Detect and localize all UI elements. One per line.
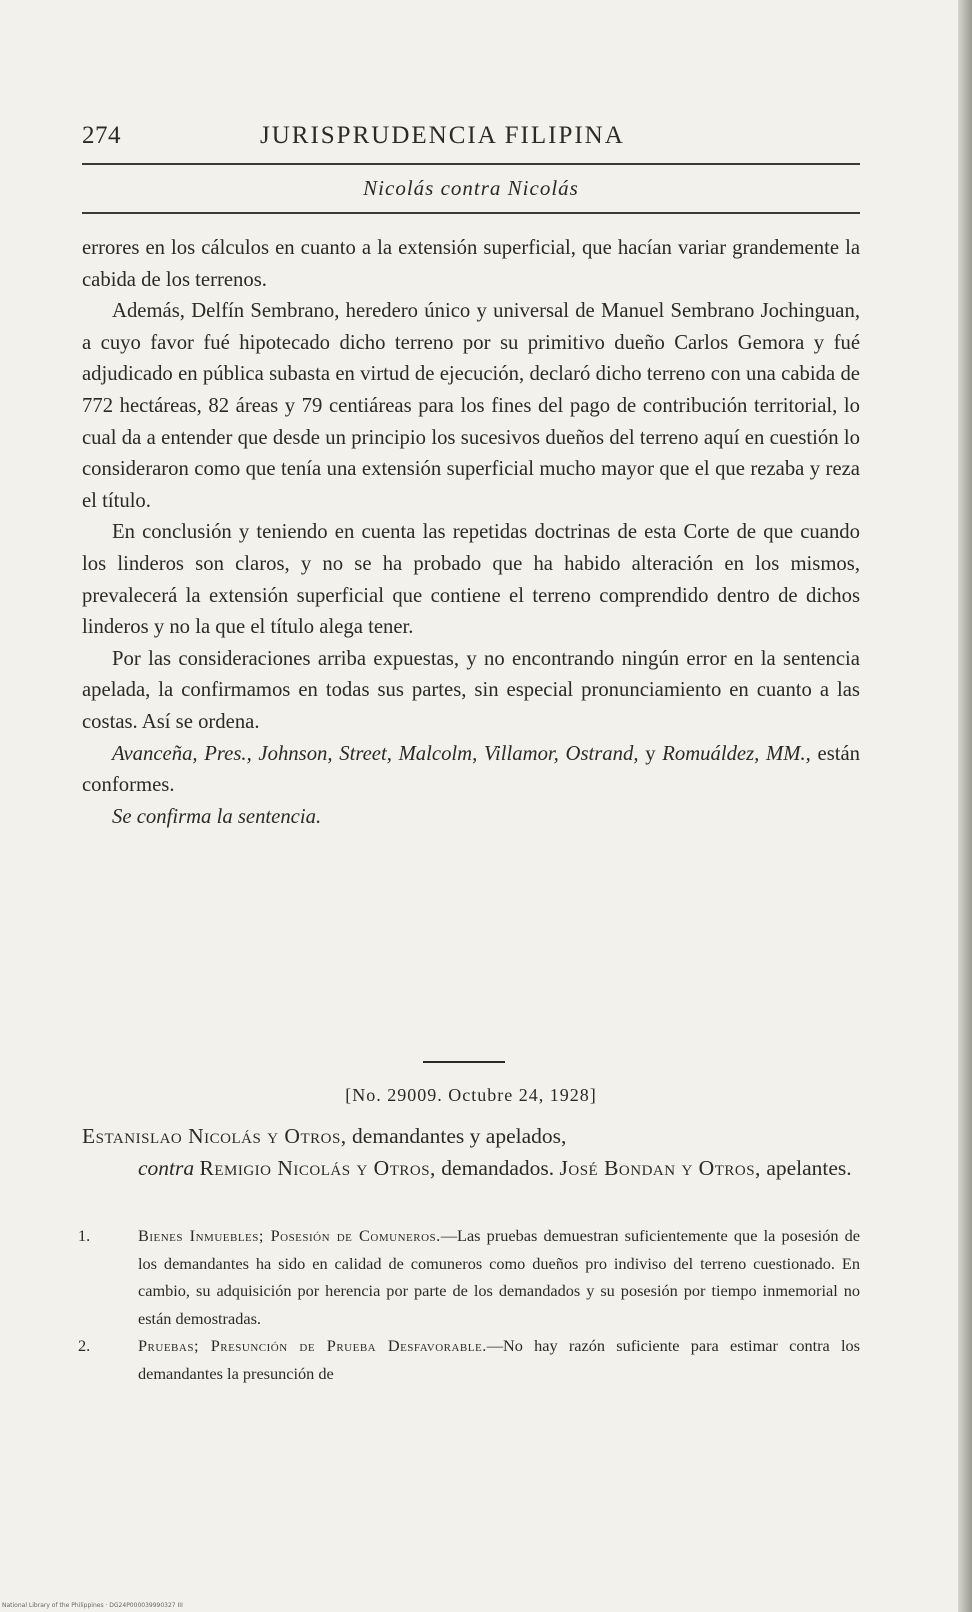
party-defendants: Remigio Nicolás y Otros,	[199, 1156, 436, 1180]
paragraph-4: Por las consideraciones arriba expuestas, y no encontrando ningún error en la sentencia apelada, la confirmamos en todas sus partes, sin especial pronunciamiento en cuanto a las costas. Así se ordena.	[82, 647, 860, 733]
headnote-1	[78, 1222, 860, 1332]
page-edge-shadow	[958, 0, 972, 1612]
headnote-topic: Pruebas; Presunción de Prueba Desfavorable.	[138, 1336, 487, 1355]
party-appellants: José Bondan y Otros,	[559, 1156, 761, 1180]
headnote-text: —No hay razón suficiente para estimar contra los demandantes la presunción de	[138, 1336, 860, 1383]
paragraph-concurrence	[82, 739, 860, 802]
page-number: 274	[82, 122, 121, 149]
section-divider	[423, 1061, 505, 1063]
page-header	[82, 122, 860, 158]
party-plaintiffs: Estanislao Nicolás y Otros,	[82, 1124, 347, 1148]
headnote-number: 1.	[78, 1226, 91, 1245]
paragraph-1: errores en los cálculos en cuanto a la extensión superficial, que hacían variar grandemente la cabida de los terrenos.	[82, 237, 860, 291]
justices-list: Avanceña, Pres., Johnson, Street, Malcolm, Villamor, Ostrand,	[112, 742, 639, 765]
subtitle-rule	[82, 212, 860, 214]
appellants-role: apelantes.	[766, 1156, 852, 1180]
parties-line	[82, 1120, 860, 1152]
case-subtitle: Nicolás contra Nicolás	[363, 176, 579, 200]
running-title: JURISPRUDENCIA FILIPINA	[260, 122, 625, 149]
headnote-topic: Bienes Inmuebles; Posesión de Comuneros.	[138, 1226, 441, 1245]
header-rule	[82, 163, 860, 165]
contra-word: contra	[138, 1156, 195, 1180]
case-number: [No. 29009. Octubre 24, 1928]	[345, 1085, 597, 1105]
concurrence-text: están conformes.	[82, 742, 861, 797]
headnotes	[78, 1222, 860, 1387]
headnote-text: —Las pruebas demuestran suficientemente que la posesión de los demandantes ha sido en calidad de comuneros como dueños pro indiviso del terreno cuestionado. En cambio, su adquisición por herencia por parte de los demandados y su posesión por tiempo inmemorial no están demostradas.	[138, 1226, 861, 1328]
defendants-role: demandados.	[441, 1156, 555, 1180]
parties-line-2	[82, 1152, 860, 1184]
case-parties	[82, 1120, 860, 1184]
paragraph-2: Además, Delfín Sembrano, heredero único y universal de Manuel Sembrano Jochinguan, a cuyo favor fué hipotecado dicho terreno por su primitivo dueño Carlos Gemora y fué adjudicado en pública subasta en virtud de ejecución, declaró dicho terreno con una cabida de 772 hectáreas, 82 áreas y 79 centiáreas para los fines del pago de contribución territorial, lo cual da a entender que desde un principio los sucesivos dueños del terreno aquí en cuestión lo consideraron como que tenía una extensión superficial mucho mayor que el que rezaba y reza el título.	[82, 300, 860, 512]
headnote-2	[78, 1332, 860, 1387]
conjunction: y	[645, 742, 656, 765]
opinion-text	[82, 233, 860, 833]
judgment-affirmed: Se confirma la sentencia.	[112, 805, 322, 828]
headnote-number: 2.	[78, 1336, 91, 1355]
scan-credit: National Library of the Philippines · DG24P000039990327 III	[2, 1602, 183, 1609]
plaintiffs-role: demandantes y apelados,	[352, 1124, 567, 1148]
justices-list-end: Romuáldez, MM.,	[662, 742, 811, 765]
paragraph-3: En conclusión y teniendo en cuenta las repetidas doctrinas de esta Corte de que cuando los linderos son claros, y no se ha probado que ha habido alteración en los mismos, prevalecerá la extensión superficial que contiene el terreno comprendido dentro de dichos linderos y no la que el título alega tener.	[82, 521, 860, 639]
